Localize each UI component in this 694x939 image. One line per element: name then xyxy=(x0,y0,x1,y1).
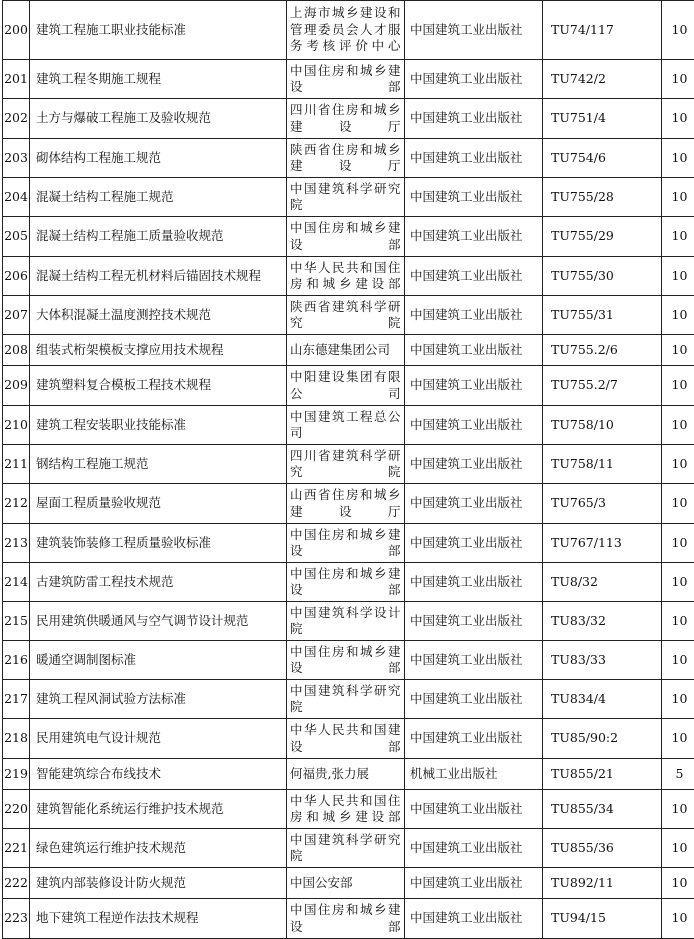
table-row xyxy=(3,217,694,257)
editor-organization-cell: 中国建筑科学研究院 xyxy=(287,178,405,217)
editor-organization-cell: 四川省住房和城乡建设厅 xyxy=(287,99,405,139)
row-number-cell: 210 xyxy=(3,406,30,445)
call-number-cell: TU751/4 xyxy=(543,99,662,139)
row-number-cell: 204 xyxy=(3,178,30,217)
editor-organization-cell: 陕西省住房和城乡建设厅 xyxy=(287,139,405,178)
quantity-cell: 10 xyxy=(662,366,694,406)
table-row xyxy=(3,680,694,719)
row-number-cell: 211 xyxy=(3,445,30,484)
editor-organization-cell: 中华人民共和国住房和城乡建设部 xyxy=(287,257,405,296)
publisher-cell: 中国建筑工业出版社 xyxy=(405,641,543,680)
book-title-cell: 砌体结构工程施工规范 xyxy=(30,139,287,178)
table-body xyxy=(3,1,694,939)
call-number-cell: TU765/3 xyxy=(543,484,662,524)
editor-organization-cell: 四川省建筑科学研究院 xyxy=(287,445,405,484)
quantity-cell: 10 xyxy=(662,641,694,680)
publisher-cell: 中国建筑工业出版社 xyxy=(405,1,543,60)
quantity-cell: 10 xyxy=(662,257,694,296)
quantity-cell: 10 xyxy=(662,790,694,829)
quantity-cell: 10 xyxy=(662,335,694,366)
book-title-cell: 古建筑防雷工程技术规范 xyxy=(30,563,287,602)
publisher-cell: 中国建筑工业出版社 xyxy=(405,217,543,257)
publisher-cell: 中国建筑工业出版社 xyxy=(405,524,543,563)
table-row xyxy=(3,335,694,366)
quantity-cell: 10 xyxy=(662,139,694,178)
editor-organization-cell: 中国建筑科学研究院 xyxy=(287,829,405,868)
row-number-cell: 214 xyxy=(3,563,30,602)
table-row xyxy=(3,178,694,217)
publisher-cell: 中国建筑工业出版社 xyxy=(405,719,543,759)
quantity-cell: 10 xyxy=(662,680,694,719)
row-number-cell: 200 xyxy=(3,1,30,60)
call-number-cell: TU855/36 xyxy=(543,829,662,868)
book-title-cell: 暖通空调制图标准 xyxy=(30,641,287,680)
table-row xyxy=(3,868,694,899)
book-title-cell: 民用建筑供暖通风与空气调节设计规范 xyxy=(30,602,287,641)
book-title-cell: 组装式桁架模板支撑应用技术规程 xyxy=(30,335,287,366)
editor-organization-cell: 上海市城乡建设和管理委员会人才服务考核评价中心 xyxy=(287,1,405,60)
book-title-cell: 绿色建筑运行维护技术规范 xyxy=(30,829,287,868)
editor-organization-cell: 中国建筑科学设计院 xyxy=(287,602,405,641)
editor-organization-cell: 中国住房和城乡建设部 xyxy=(287,563,405,602)
row-number-cell: 201 xyxy=(3,60,30,99)
call-number-cell: TU855/34 xyxy=(543,790,662,829)
publisher-cell: 中国建筑工业出版社 xyxy=(405,178,543,217)
row-number-cell: 219 xyxy=(3,759,30,790)
table-row xyxy=(3,484,694,524)
publisher-cell: 中国建筑工业出版社 xyxy=(405,296,543,335)
row-number-cell: 209 xyxy=(3,366,30,406)
row-number-cell: 213 xyxy=(3,524,30,563)
call-number-cell: TU755.2/6 xyxy=(543,335,662,366)
editor-organization-cell: 中国住房和城乡建设部 xyxy=(287,524,405,563)
call-number-cell: TU742/2 xyxy=(543,60,662,99)
publisher-cell: 中国建筑工业出版社 xyxy=(405,366,543,406)
table-row xyxy=(3,366,694,406)
book-title-cell: 建筑工程施工职业技能标准 xyxy=(30,1,287,60)
publisher-cell: 中国建筑工业出版社 xyxy=(405,335,543,366)
call-number-cell: TU755/31 xyxy=(543,296,662,335)
quantity-cell: 10 xyxy=(662,524,694,563)
row-number-cell: 207 xyxy=(3,296,30,335)
table-row xyxy=(3,759,694,790)
table-row xyxy=(3,790,694,829)
publisher-cell: 中国建筑工业出版社 xyxy=(405,602,543,641)
editor-organization-cell: 中国住房和城乡建设部 xyxy=(287,899,405,939)
publisher-cell: 中国建筑工业出版社 xyxy=(405,829,543,868)
call-number-cell: TU855/21 xyxy=(543,759,662,790)
call-number-cell: TU755/30 xyxy=(543,257,662,296)
publisher-cell: 中国建筑工业出版社 xyxy=(405,406,543,445)
row-number-cell: 223 xyxy=(3,899,30,939)
editor-organization-cell: 中阳建设集团有限公司 xyxy=(287,366,405,406)
table-row xyxy=(3,563,694,602)
row-number-cell: 205 xyxy=(3,217,30,257)
book-title-cell: 屋面工程质量验收规范 xyxy=(30,484,287,524)
table-row xyxy=(3,719,694,759)
book-title-cell: 大体积混凝土温度测控技术规范 xyxy=(30,296,287,335)
table-row xyxy=(3,406,694,445)
book-list-sheet xyxy=(2,0,692,939)
row-number-cell: 222 xyxy=(3,868,30,899)
editor-organization-cell: 中国住房和城乡建设部 xyxy=(287,60,405,99)
editor-organization-cell: 中国建筑工程总公司 xyxy=(287,406,405,445)
book-title-cell: 智能建筑综合布线技术 xyxy=(30,759,287,790)
publisher-cell: 中国建筑工业出版社 xyxy=(405,563,543,602)
publisher-cell: 中国建筑工业出版社 xyxy=(405,484,543,524)
table-row xyxy=(3,829,694,868)
call-number-cell: TU83/32 xyxy=(543,602,662,641)
publisher-cell: 中国建筑工业出版社 xyxy=(405,99,543,139)
book-title-cell: 建筑装饰装修工程质量验收标准 xyxy=(30,524,287,563)
call-number-cell: TU83/33 xyxy=(543,641,662,680)
publisher-cell: 中国建筑工业出版社 xyxy=(405,899,543,939)
call-number-cell: TU755.2/7 xyxy=(543,366,662,406)
editor-organization-cell: 山西省住房和城乡建设厅 xyxy=(287,484,405,524)
row-number-cell: 218 xyxy=(3,719,30,759)
quantity-cell: 10 xyxy=(662,99,694,139)
quantity-cell: 10 xyxy=(662,1,694,60)
call-number-cell: TU755/29 xyxy=(543,217,662,257)
editor-organization-cell: 中国建筑科学研究院 xyxy=(287,680,405,719)
call-number-cell: TU758/11 xyxy=(543,445,662,484)
row-number-cell: 208 xyxy=(3,335,30,366)
quantity-cell: 10 xyxy=(662,602,694,641)
book-title-cell: 建筑塑料复合模板工程技术规程 xyxy=(30,366,287,406)
table-row xyxy=(3,641,694,680)
book-title-cell: 民用建筑电气设计规范 xyxy=(30,719,287,759)
book-title-cell: 混凝土结构工程施工规范 xyxy=(30,178,287,217)
publisher-cell: 中国建筑工业出版社 xyxy=(405,680,543,719)
publisher-cell: 中国建筑工业出版社 xyxy=(405,139,543,178)
table-row xyxy=(3,445,694,484)
row-number-cell: 202 xyxy=(3,99,30,139)
book-title-cell: 建筑工程冬期施工规程 xyxy=(30,60,287,99)
call-number-cell: TU758/10 xyxy=(543,406,662,445)
table-row xyxy=(3,1,694,60)
table-row xyxy=(3,296,694,335)
table-row xyxy=(3,99,694,139)
book-title-cell: 建筑内部装修设计防火规范 xyxy=(30,868,287,899)
row-number-cell: 203 xyxy=(3,139,30,178)
row-number-cell: 212 xyxy=(3,484,30,524)
book-list-table xyxy=(2,0,694,939)
book-title-cell: 建筑智能化系统运行维护技术规范 xyxy=(30,790,287,829)
editor-organization-cell: 中国住房和城乡建设部 xyxy=(287,217,405,257)
call-number-cell: TU834/4 xyxy=(543,680,662,719)
row-number-cell: 221 xyxy=(3,829,30,868)
quantity-cell: 10 xyxy=(662,406,694,445)
book-title-cell: 混凝土结构工程施工质量验收规范 xyxy=(30,217,287,257)
quantity-cell: 10 xyxy=(662,899,694,939)
book-title-cell: 建筑工程风洞试验方法标准 xyxy=(30,680,287,719)
quantity-cell: 10 xyxy=(662,563,694,602)
publisher-cell: 中国建筑工业出版社 xyxy=(405,257,543,296)
editor-organization-cell: 中华人民共和国建设部 xyxy=(287,719,405,759)
publisher-cell: 机械工业出版社 xyxy=(405,759,543,790)
quantity-cell: 10 xyxy=(662,178,694,217)
quantity-cell: 10 xyxy=(662,217,694,257)
call-number-cell: TU94/15 xyxy=(543,899,662,939)
row-number-cell: 216 xyxy=(3,641,30,680)
quantity-cell: 10 xyxy=(662,719,694,759)
row-number-cell: 215 xyxy=(3,602,30,641)
call-number-cell: TU8/32 xyxy=(543,563,662,602)
call-number-cell: TU892/11 xyxy=(543,868,662,899)
call-number-cell: TU74/117 xyxy=(543,1,662,60)
table-row xyxy=(3,899,694,939)
quantity-cell: 5 xyxy=(662,759,694,790)
editor-organization-cell: 中国公安部 xyxy=(287,868,405,899)
table-row xyxy=(3,524,694,563)
call-number-cell: TU755/28 xyxy=(543,178,662,217)
table-row xyxy=(3,602,694,641)
quantity-cell: 10 xyxy=(662,484,694,524)
row-number-cell: 220 xyxy=(3,790,30,829)
call-number-cell: TU85/90:2 xyxy=(543,719,662,759)
publisher-cell: 中国建筑工业出版社 xyxy=(405,60,543,99)
quantity-cell: 10 xyxy=(662,829,694,868)
editor-organization-cell: 何福贵,张力展 xyxy=(287,759,405,790)
editor-organization-cell: 山东德建集团公司 xyxy=(287,335,405,366)
book-title-cell: 地下建筑工程逆作法技术规程 xyxy=(30,899,287,939)
quantity-cell: 10 xyxy=(662,868,694,899)
table-row xyxy=(3,139,694,178)
book-title-cell: 土方与爆破工程施工及验收规范 xyxy=(30,99,287,139)
quantity-cell: 10 xyxy=(662,445,694,484)
publisher-cell: 中国建筑工业出版社 xyxy=(405,445,543,484)
editor-organization-cell: 中国住房和城乡建设部 xyxy=(287,641,405,680)
row-number-cell: 217 xyxy=(3,680,30,719)
book-title-cell: 钢结构工程施工规范 xyxy=(30,445,287,484)
quantity-cell: 10 xyxy=(662,60,694,99)
table-row xyxy=(3,60,694,99)
call-number-cell: TU754/6 xyxy=(543,139,662,178)
row-number-cell: 206 xyxy=(3,257,30,296)
editor-organization-cell: 中华人民共和国住房和城乡建设部 xyxy=(287,790,405,829)
call-number-cell: TU767/113 xyxy=(543,524,662,563)
table-row xyxy=(3,257,694,296)
publisher-cell: 中国建筑工业出版社 xyxy=(405,868,543,899)
quantity-cell: 10 xyxy=(662,296,694,335)
book-title-cell: 混凝土结构工程无机材料后锚固技术规程 xyxy=(30,257,287,296)
book-title-cell: 建筑工程安装职业技能标准 xyxy=(30,406,287,445)
publisher-cell: 中国建筑工业出版社 xyxy=(405,790,543,829)
editor-organization-cell: 陕西省建筑科学研究院 xyxy=(287,296,405,335)
